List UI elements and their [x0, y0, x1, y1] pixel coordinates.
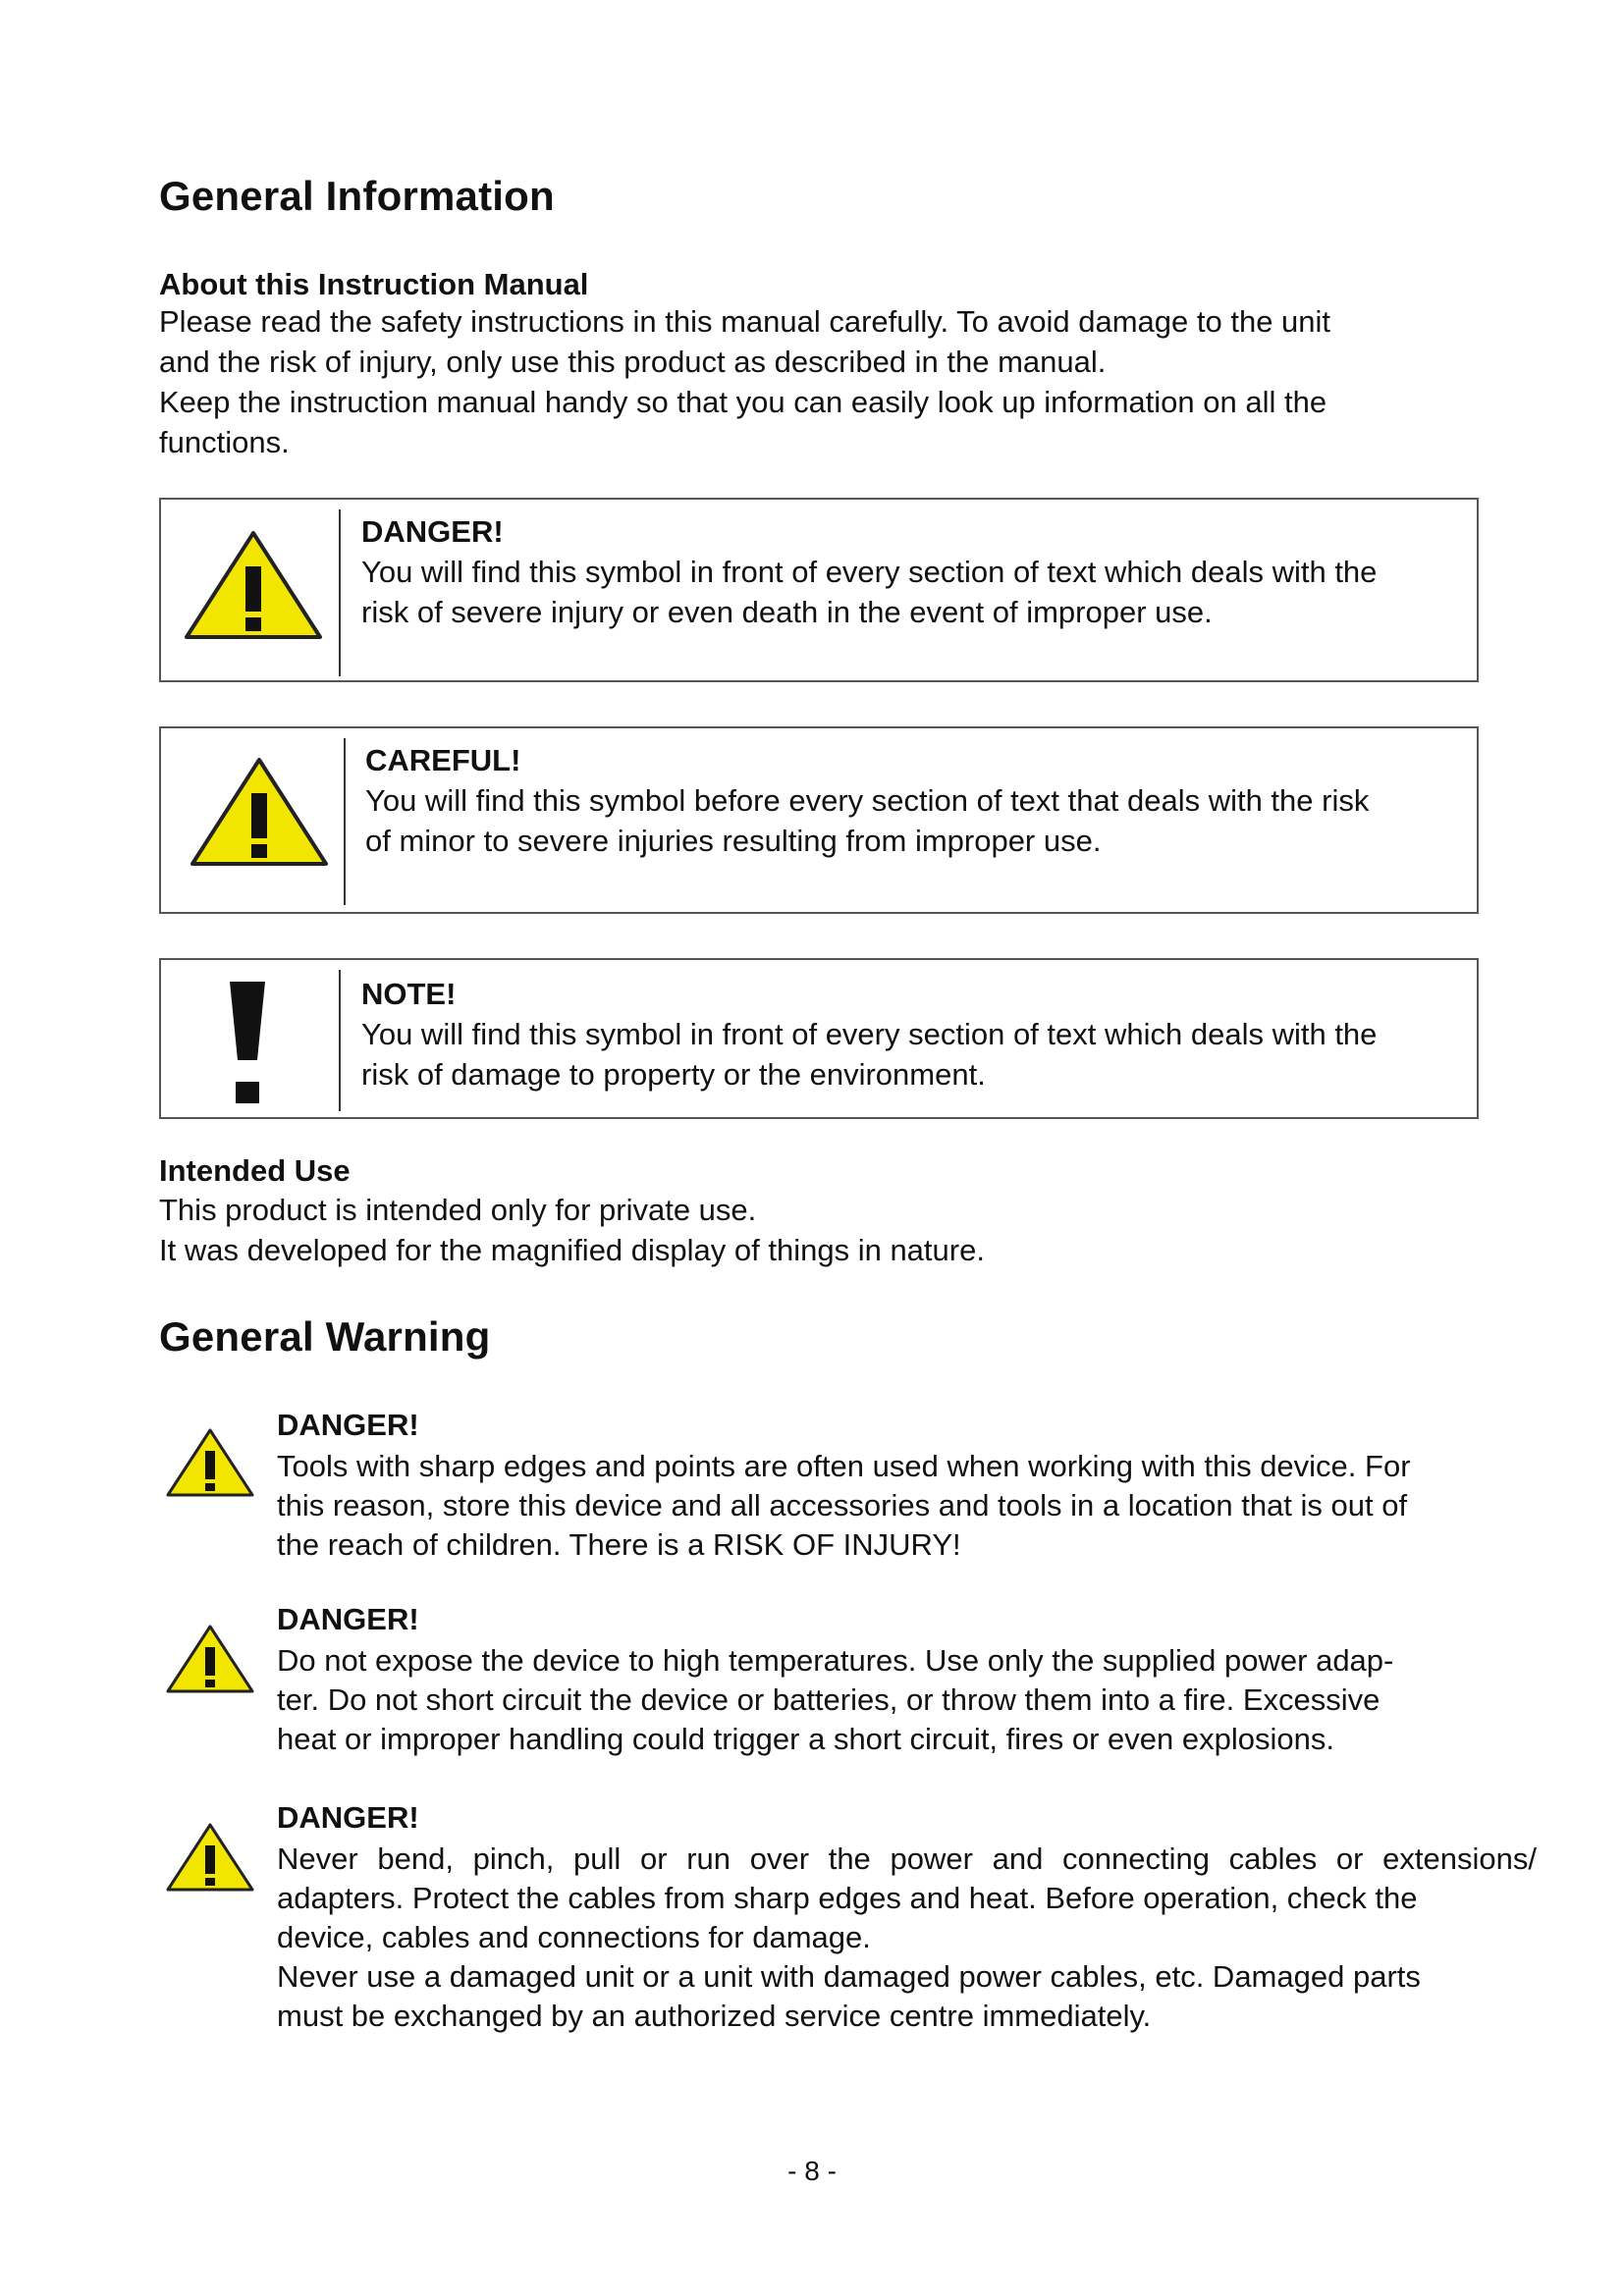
- symbol-label: NOTE!: [361, 977, 457, 1011]
- warning-line: device, cables and connections for damage.: [277, 1920, 871, 1954]
- section-title-general-warning: General Warning: [159, 1313, 491, 1360]
- warning-body: [277, 1798, 1537, 2036]
- warning-block: [157, 1600, 1532, 1757]
- warning-line: Do not expose the device to high temperatures. Use only the supplied power adap-: [277, 1643, 1394, 1678]
- warning-line: Never use a damaged unit or a unit with damaged power cables, etc. Damaged parts: [277, 1959, 1421, 1994]
- warning-label: DANGER!: [277, 1408, 419, 1442]
- about-line: functions.: [159, 425, 290, 459]
- warning-line: Never bend, pinch, pull or run over the power and connecting cables or extensions/: [277, 1842, 1537, 1876]
- page-title: General Information: [159, 173, 555, 219]
- warning-line: the reach of children. There is a RISK OF INJURY!: [277, 1527, 961, 1562]
- about-line: and the risk of injury, only use this product as described in the manual.: [159, 345, 1107, 379]
- symbol-desc-line: risk of severe injury or even death in the event of improper use.: [361, 595, 1213, 629]
- about-line: Please read the safety instructions in this manual carefully. To avoid damage to the unit: [159, 304, 1331, 339]
- symbol-desc-line: You will find this symbol in front of every section of text which deals with the: [361, 1017, 1378, 1051]
- symbol-text: [361, 974, 1477, 1095]
- warning-triangle-icon: [189, 756, 330, 873]
- warning-line: heat or improper handling could trigger a short circuit, fires or even explosions.: [277, 1722, 1334, 1756]
- warning-line: ter. Do not short circuit the device or batteries, or throw them into a fire. Excessive: [277, 1682, 1380, 1717]
- symbol-desc-line: risk of damage to property or the environment.: [361, 1057, 986, 1092]
- intended-use-paragraph: [159, 1190, 1534, 1270]
- symbol-box-danger: [159, 498, 1479, 682]
- symbol-text: [361, 511, 1477, 632]
- symbol-desc-line: You will find this symbol in front of every section of text which deals with the: [361, 555, 1378, 589]
- warning-line: adapters. Protect the cables from sharp edges and heat. Before operation, check the: [277, 1881, 1418, 1915]
- warning-label: DANGER!: [277, 1800, 419, 1835]
- symbol-box-careful: [159, 726, 1479, 914]
- symbol-divider: [339, 970, 341, 1111]
- symbol-divider: [339, 509, 341, 676]
- about-paragraph: [159, 301, 1534, 462]
- page-number: - 8 -: [787, 2156, 837, 2186]
- warning-line: must be exchanged by an authorized service centre immediately.: [277, 1999, 1152, 2033]
- warning-triangle-icon: [165, 1822, 255, 1897]
- symbol-desc-line: You will find this symbol before every section of text that deals with the risk: [365, 783, 1370, 818]
- intended-use-heading: Intended Use: [159, 1153, 351, 1188]
- warning-block: [157, 1406, 1532, 1563]
- symbol-box-note: [159, 958, 1479, 1119]
- symbol-text: [365, 740, 1477, 861]
- about-heading: About this Instruction Manual: [159, 267, 589, 301]
- intended-use-line: This product is intended only for private use.: [159, 1193, 757, 1227]
- warning-body: [277, 1600, 1529, 1759]
- warning-line: Tools with sharp edges and points are often used when working with this device. For: [277, 1449, 1411, 1483]
- symbol-label: CAREFUL!: [365, 743, 521, 777]
- warning-triangle-icon: [165, 1624, 255, 1699]
- symbol-desc-line: of minor to severe injuries resulting from improper use.: [365, 824, 1102, 858]
- warning-line: this reason, store this device and all accessories and tools in a location that is out of: [277, 1488, 1408, 1522]
- symbol-divider: [344, 738, 346, 905]
- warning-body: [277, 1406, 1529, 1565]
- warning-block: [157, 1798, 1537, 2044]
- symbol-label: DANGER!: [361, 514, 504, 549]
- warning-triangle-icon: [183, 529, 324, 646]
- warning-label: DANGER!: [277, 1602, 419, 1636]
- exclamation-icon: [228, 980, 267, 1108]
- about-line: Keep the instruction manual handy so that you can easily look up information on all the: [159, 385, 1327, 419]
- intended-use-line: It was developed for the magnified display of things in nature.: [159, 1233, 985, 1267]
- warning-triangle-icon: [165, 1427, 255, 1503]
